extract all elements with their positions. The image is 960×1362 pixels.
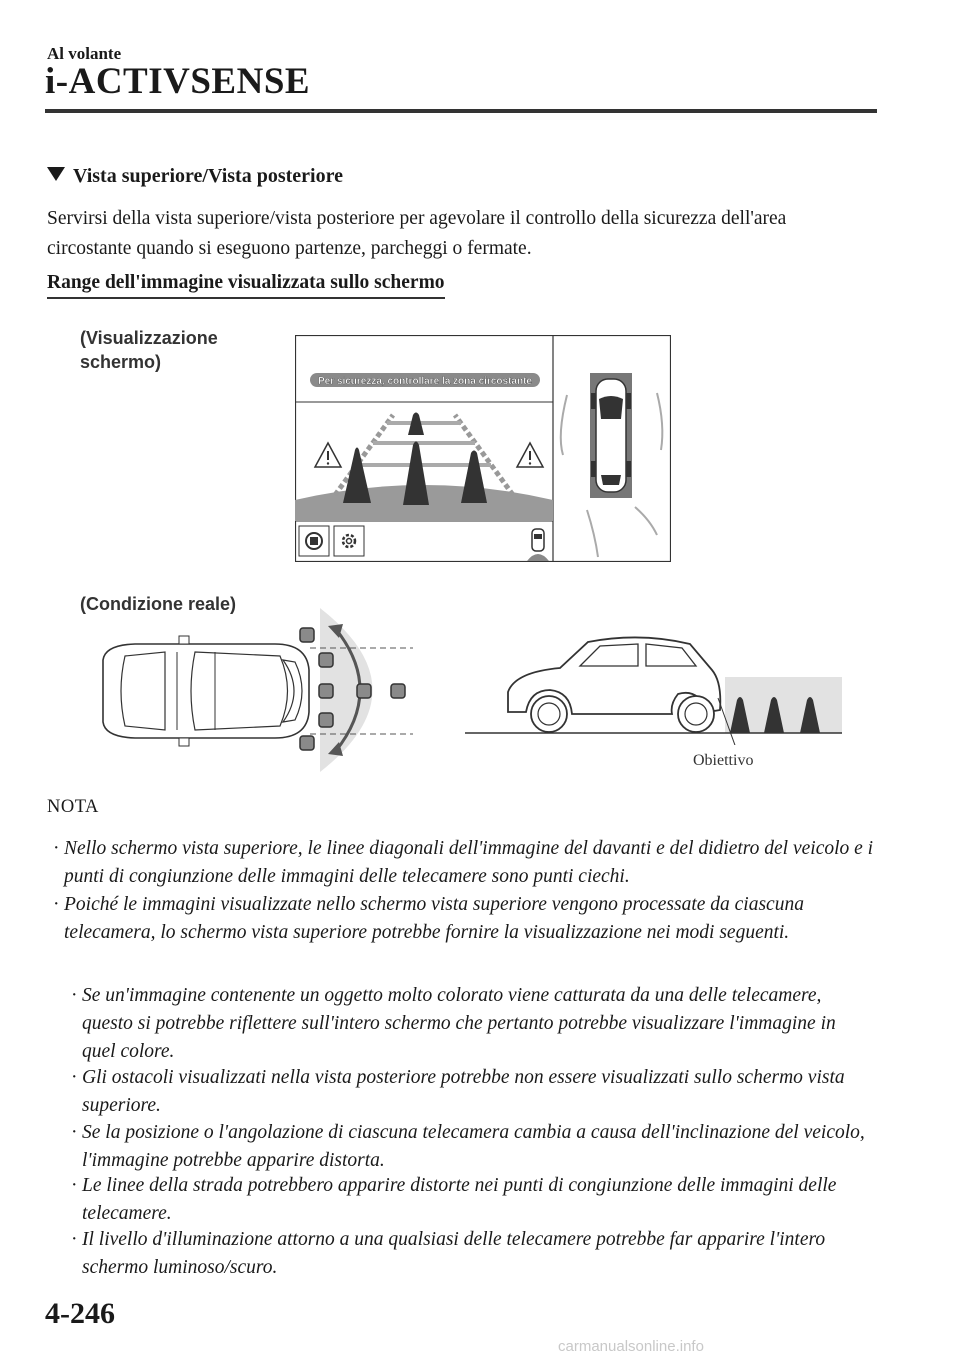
- range-heading: Range dell'immagine visualizzata sullo schermo: [47, 272, 445, 299]
- display-label: (Visualizzazione schermo): [80, 328, 218, 372]
- list-item: [71, 1064, 852, 1120]
- list-item: [71, 982, 852, 1066]
- bullet-icon: ·: [71, 1229, 78, 1250]
- screen-display-illustration: [295, 335, 671, 562]
- page-number: 4-246: [45, 1297, 115, 1330]
- list-item: [71, 1119, 882, 1175]
- bullet-icon: ·: [71, 1122, 78, 1143]
- subsection-title: Vista superiore/Vista posteriore: [73, 165, 343, 187]
- subnote-text: Se la posizione o l'angolazione di ciascuna telecamera cambia a causa dell'inclinazione del veicolo, l'immagine potrebbe apparire distorta.: [82, 1122, 865, 1171]
- note-text: Poiché le immagini visualizzate nello schermo vista superiore vengono processate da ciascuna telecamera, lo schermo vista superiore potrebbe fornire la visualizzazione nei modi seguenti.: [64, 894, 804, 943]
- intro-paragraph: Servirsi della vista superiore/vista posteriore per agevolare il controllo della sicurezza dell'area circostante quando si eseguono partenze, parcheggi o fermate.: [47, 208, 787, 259]
- subsection-heading: [47, 165, 343, 188]
- note-text: Nello schermo vista superiore, le linee diagonali dell'immagine del davanti e del didietro del veicolo e i punti di congiunzione delle immagini delle telecamere sono punti ciechi.: [64, 838, 874, 887]
- screen-banner-text: Per sicurezza, controllare la zona circostante: [318, 376, 532, 387]
- bullet-icon: ·: [71, 985, 78, 1006]
- bullet-icon: ·: [71, 1067, 78, 1088]
- subnote-text: Gli ostacoli visualizzati nella vista posteriore potrebbe non essere visualizzati sullo schermo vista superiore.: [82, 1067, 845, 1116]
- header-rule: [45, 109, 877, 113]
- vehicle-top-view-illustration: [95, 600, 420, 780]
- chapter-label: Al volante: [47, 44, 122, 63]
- nota-heading: NOTA: [47, 797, 99, 817]
- bullet-icon: ·: [53, 894, 60, 915]
- subnote-text: Le linee della strada potrebbero apparire distorte nei punti di congiunzione delle immagini delle telecamere.: [82, 1175, 837, 1224]
- bullet-icon: ·: [53, 838, 60, 859]
- list-item: [53, 891, 864, 947]
- subnote-text: Il livello d'illuminazione attorno a una qualsiasi delle telecamere potrebbe far apparire l'intero schermo luminoso/scuro.: [82, 1229, 826, 1278]
- triangle-bullet-icon: [47, 167, 65, 181]
- subnote-text: Se un'immagine contenente un oggetto molto colorato viene catturata da una delle telecamere, questo si potrebbe riflettere sull'intero schermo che pertanto potrebbe visualizzare l'immagine in quel colore.: [82, 985, 836, 1062]
- view-switch-button[interactable]: [299, 526, 329, 556]
- watermark-text: carmanualsonline.info: [558, 1338, 704, 1355]
- settings-button[interactable]: [334, 526, 364, 556]
- list-item: [53, 835, 874, 891]
- list-item: [71, 1172, 852, 1228]
- vehicle-side-view-illustration: [460, 630, 842, 745]
- list-item: [71, 1226, 882, 1282]
- section-title: i-ACTIVSENSE: [45, 61, 311, 102]
- real-condition-label: (Condizione reale): [80, 594, 237, 614]
- bullet-icon: ·: [71, 1175, 78, 1196]
- lens-label: Obiettivo: [693, 752, 754, 769]
